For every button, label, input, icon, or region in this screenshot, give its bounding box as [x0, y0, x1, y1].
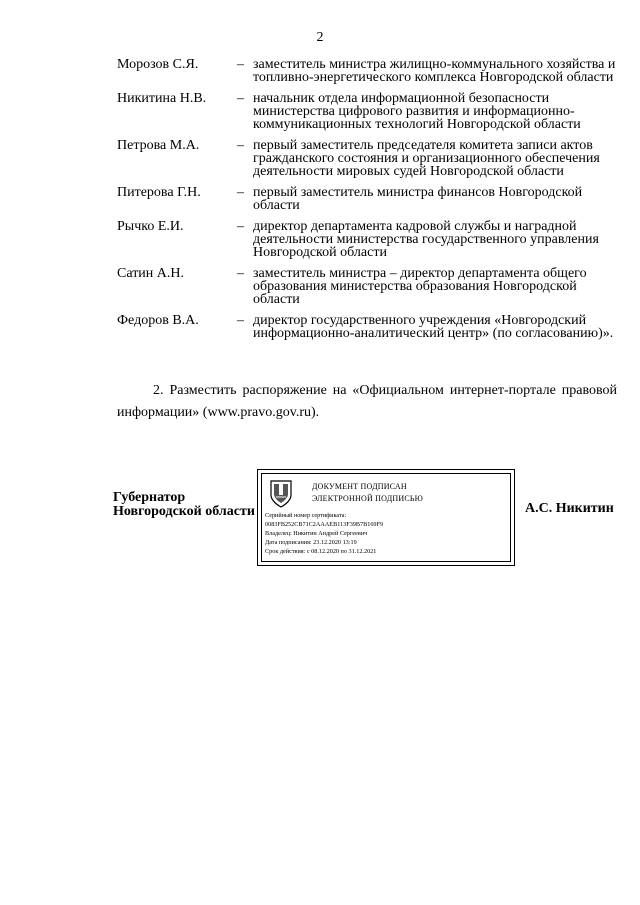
signature-title-line1: Губернатор [113, 490, 186, 505]
stamp-heading-line2: ЭЛЕКТРОННОЙ ПОДПИСЬЮ [312, 494, 424, 503]
list-item [117, 139, 617, 178]
list-item [117, 92, 617, 131]
dash: – [237, 138, 244, 153]
page-number: 2 [316, 30, 324, 45]
member-name: Рычко Е.И. [117, 219, 184, 234]
stamp-validity: Срок действия: с 08.12.2020 по 31.12.2021 [265, 548, 377, 555]
member-name: Федоров В.А. [117, 313, 199, 328]
stamp-signed-date: Дата подписания: 23.12.2020 13:19 [265, 539, 357, 546]
list-item [117, 267, 617, 306]
dash: – [237, 266, 244, 281]
list-item [117, 314, 617, 340]
signature-title [113, 491, 255, 519]
member-name: Петрова М.А. [117, 138, 200, 153]
member-role: первый заместитель министра финансов Новгородской области [253, 185, 583, 213]
member-role: директор департамента кадровой службы и наградной деятельности министерства государственного управления Новгородской области [253, 219, 599, 260]
member-list [117, 58, 617, 348]
clause-paragraph: 2. Разместить распоряжение на «Официальном интернет-портале правовой информации» (www.pravo.gov.ru). [117, 383, 617, 420]
electronic-signature-stamp [257, 469, 515, 566]
signature-title-line2: Новгородской области [113, 504, 255, 519]
stamp-owner: Владелец: Никитин Андрей Сергеевич [265, 530, 368, 537]
member-role: заместитель министра – директор департамента общего образования министерства образования Новгородской области [253, 266, 587, 307]
stamp-heading-line1: ДОКУМЕНТ ПОДПИСАН [312, 482, 407, 491]
member-name: Никитина Н.В. [117, 91, 207, 106]
list-item [117, 220, 617, 259]
dash: – [237, 57, 244, 72]
list-item [117, 58, 617, 84]
member-name: Сатин А.Н. [117, 266, 185, 281]
signatory-name: А.С. Никитин [525, 501, 614, 516]
dash: – [237, 91, 244, 106]
member-name: Питерова Г.Н. [117, 185, 201, 200]
dash: – [237, 313, 244, 328]
member-role: первый заместитель председателя комитета записи актов гражданского состояния и организационного обеспечения деятельности мировых судей Новгородской области [253, 138, 600, 179]
stamp-frame [261, 473, 511, 562]
member-role: директор государственного учреждения «Новгородский информационно-аналитический центр» (по согласованию)». [253, 313, 614, 341]
list-item [117, 186, 617, 212]
stamp-cert-number: 0083FB252CB71C2AAAEB113F39B7B169F9 [265, 521, 384, 528]
stamp-cert-label: Серийный номер сертификата: [265, 512, 347, 519]
member-name: Морозов С.Я. [117, 57, 199, 72]
member-role: заместитель министра жилищно-коммунального хозяйства и топливно-энергетического комплекса Новгородской области [253, 57, 616, 85]
member-role: начальник отдела информационной безопасности министерства цифрового развития и информационно-коммуникационных технологий Новгородской области [253, 91, 581, 132]
dash: – [237, 219, 244, 234]
dash: – [237, 185, 244, 200]
coat-of-arms-icon [268, 479, 294, 509]
